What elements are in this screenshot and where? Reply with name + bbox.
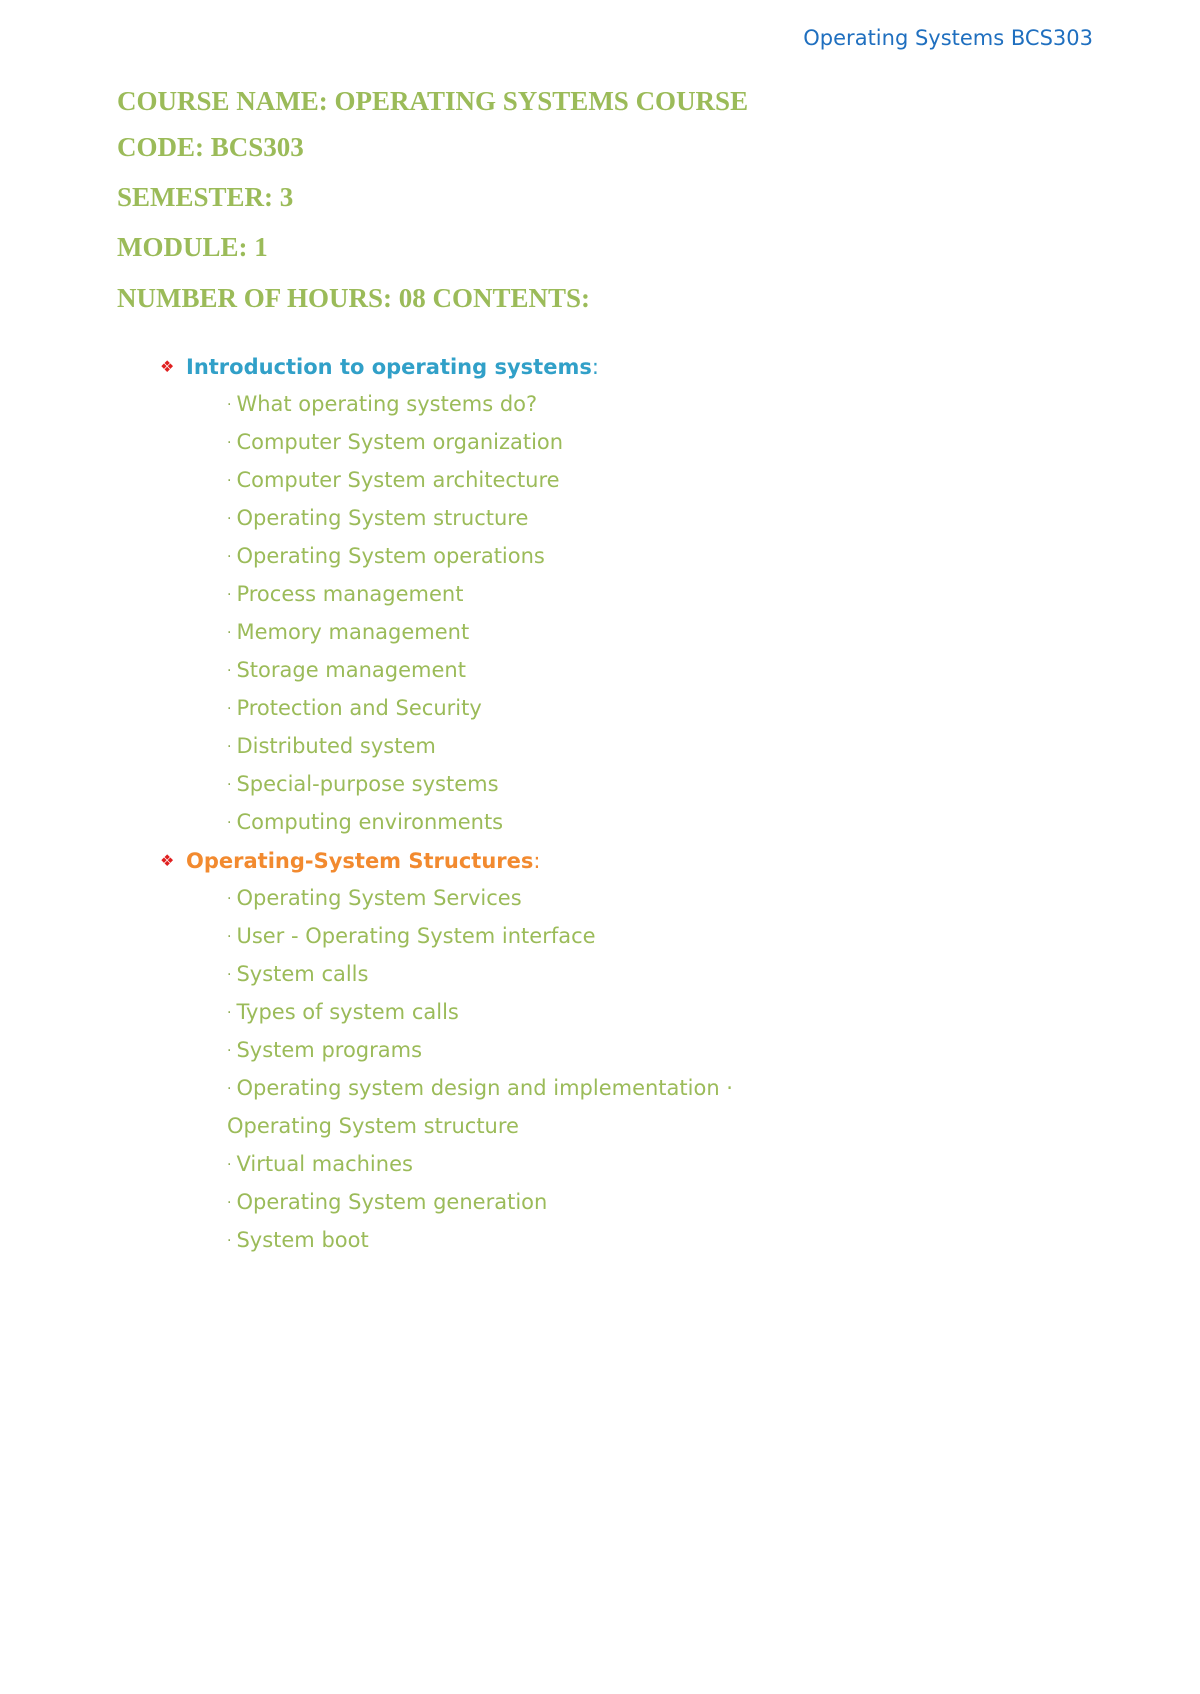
dot-bullet-icon: · [227, 1005, 232, 1021]
dot-bullet-icon: · [227, 1233, 232, 1249]
diamond-bullet-icon: ❖ [160, 851, 175, 870]
topic-item: · Process management [227, 582, 464, 606]
module: MODULE: 1 [117, 232, 268, 262]
topic-item: · Storage management [227, 658, 466, 682]
topic-item: · System boot [227, 1228, 369, 1252]
topic-item: · Operating System Services [227, 886, 522, 910]
dot-bullet-icon: · [227, 625, 232, 641]
topic-item: · Memory management [227, 620, 470, 644]
topic-item: · User - Operating System interface [227, 924, 596, 948]
topic-item: · Operating System generation [227, 1190, 548, 1214]
course-name: COURSE NAME: OPERATING SYSTEMS COURSE [117, 86, 749, 116]
dot-bullet-icon: · [227, 929, 232, 945]
topic-item: · System programs [227, 1038, 423, 1062]
dot-bullet-icon: · [227, 473, 232, 489]
topic-item: · Operating system design and implementation · [227, 1076, 733, 1100]
course-code: CODE: BCS303 [117, 132, 304, 162]
topic-item: · Operating System operations [227, 544, 545, 568]
dot-bullet-icon: · [227, 1157, 232, 1173]
dot-bullet-icon: · [227, 511, 232, 527]
dot-bullet-icon: · [227, 777, 232, 793]
section-title: Operating-System Structures [186, 849, 534, 873]
dot-bullet-icon: · [227, 435, 232, 451]
topic-item: · System calls [227, 962, 369, 986]
topic-item: · Special-purpose systems [227, 772, 499, 796]
dot-bullet-icon: · [227, 663, 232, 679]
dot-bullet-icon: · [227, 1195, 232, 1211]
dot-bullet-icon: · [227, 397, 232, 413]
dot-bullet-icon: · [227, 967, 232, 983]
diamond-bullet-icon: ❖ [160, 357, 175, 376]
dot-bullet-icon: · [227, 815, 232, 831]
topic-item: · Types of system calls [227, 1000, 459, 1024]
dot-bullet-icon: · [227, 739, 232, 755]
hours-contents: NUMBER OF HOURS: 08 CONTENTS: [117, 283, 591, 313]
topic-item: · Operating System structure [227, 506, 529, 530]
semester: SEMESTER: 3 [117, 182, 294, 212]
topic-item: · Protection and Security [227, 696, 482, 720]
running-header: Operating Systems BCS303 [803, 26, 1093, 50]
topic-item: · Distributed system [227, 734, 436, 758]
dot-bullet-icon: · [227, 549, 232, 565]
dot-bullet-icon: · [227, 587, 232, 603]
topic-item: · What operating systems do? [227, 392, 538, 416]
section-colon: : [591, 355, 599, 379]
dot-bullet-icon: · [227, 1043, 232, 1059]
dot-bullet-icon: · [227, 1081, 232, 1097]
dot-bullet-icon: · [227, 891, 232, 907]
topic-item: · Computer System organization [227, 430, 564, 454]
section-heading-intro [160, 355, 599, 379]
topic-item: · Virtual machines [227, 1152, 413, 1176]
topic-item: · Computer System architecture [227, 468, 560, 492]
dot-bullet-icon: · [227, 701, 232, 717]
section-colon: : [533, 849, 541, 873]
topic-item-continuation: Operating System structure [227, 1114, 519, 1138]
topic-item: · Computing environments [227, 810, 504, 834]
section-heading-structures [160, 849, 540, 873]
section-title: Introduction to operating systems [186, 355, 592, 379]
